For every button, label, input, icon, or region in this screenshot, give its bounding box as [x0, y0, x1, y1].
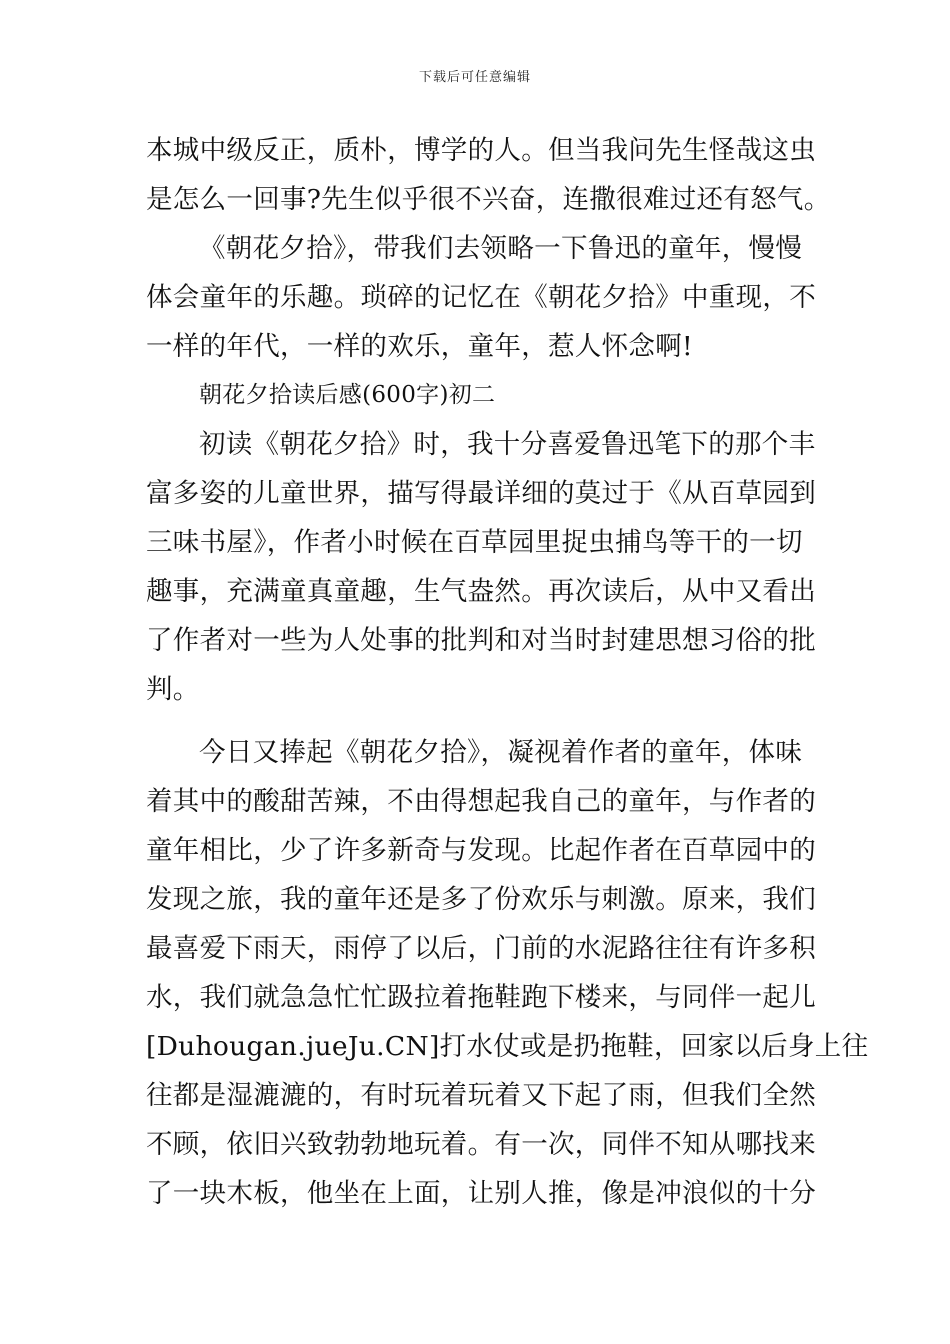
text-line: 体会童年的乐趣。琐碎的记忆在《朝花夕拾》中重现，不 [146, 282, 816, 313]
text-line: 着其中的酸甜苦辣，不由得想起我自己的童年，与作者的 [146, 786, 816, 817]
text-line: 三味书屋》，作者小时候在百草园里捉虫捕鸟等干的一切 [146, 527, 803, 558]
paragraph-start: 《朝花夕拾》，带我们去领略一下鲁迅的童年，慢慢 [199, 233, 803, 264]
text-line: 了一块木板，他坐在上面，让别人推，像是冲浪似的十分 [146, 1178, 816, 1209]
text-line: 趣事，充满童真童趣，生气盎然。再次读后，从中又看出 [146, 576, 816, 607]
document-body [146, 126, 869, 1218]
paragraph-start: 初读《朝花夕拾》时，我十分喜爱鲁迅笔下的那个丰 [199, 429, 816, 460]
text-line: 不顾，依旧兴致勃勃地玩着。有一次，同伴不知从哪找来 [146, 1129, 816, 1160]
text-line: [Duhougan.jueJu.CN]打水仗或是扔拖鞋，回家以后身上往 [146, 1031, 869, 1062]
section-subtitle: 朝花夕拾读后感(600字)初二 [199, 382, 496, 408]
text-line: 往都是湿漉漉的，有时玩着玩着又下起了雨，但我们全然 [146, 1080, 816, 1111]
paragraph-start: 今日又捧起《朝花夕拾》，凝视着作者的童年，体味 [199, 737, 803, 768]
text-line: 发现之旅，我的童年还是多了份欢乐与刺激。原来，我们 [146, 884, 816, 915]
text-line: 了作者对一些为人处事的批判和对当时封建思想习俗的批 [146, 625, 816, 656]
text-line: 富多姿的儿童世界，描写得最详细的莫过于《从百草园到 [146, 478, 816, 509]
paragraph-gap [146, 714, 810, 728]
text-line: 是怎么一回事?先生似乎很不兴奋，连撒很难过还有怒气。 [146, 184, 831, 215]
text-line: 童年相比，少了许多新奇与发现。比起作者在百草园中的 [146, 835, 816, 866]
text-line: 最喜爱下雨天，雨停了以后，门前的水泥路往往有许多积 [146, 933, 816, 964]
text-line: 判。 [146, 674, 200, 705]
text-line: 水，我们就急急忙忙趿拉着拖鞋跑下楼来，与同伴一起儿 [146, 982, 816, 1013]
text-line: 一样的年代，一样的欢乐，童年，惹人怀念啊! [146, 331, 693, 362]
text-line: 本城中级反正，质朴，博学的人。但当我问先生怪哉这虫 [146, 135, 816, 166]
page-header-note: 下载后可任意编辑 [418, 70, 531, 85]
